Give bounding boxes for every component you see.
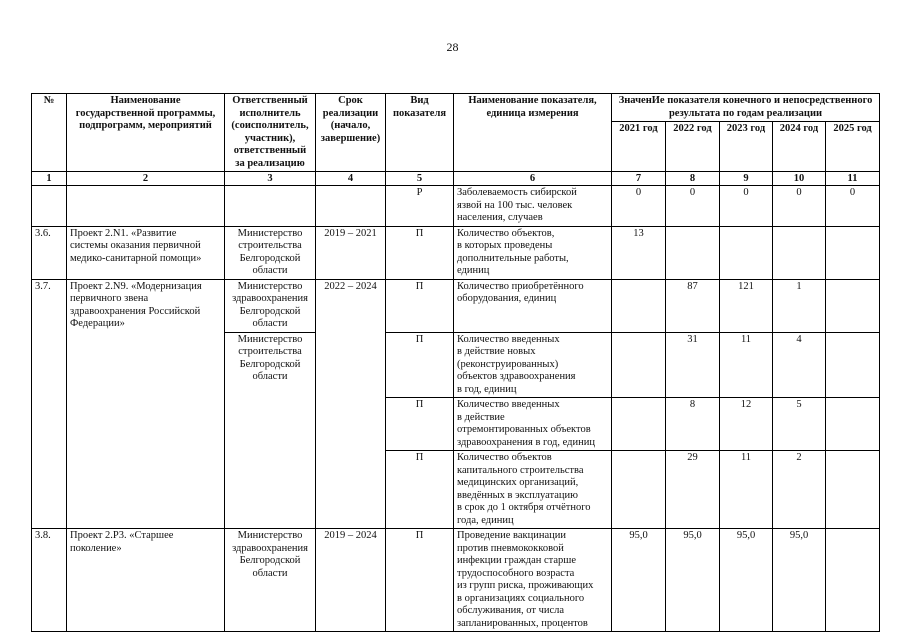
col-index-6: 6: [454, 172, 612, 186]
header-program-name: Наименование государственной программы, подпрограмм, мероприятий: [67, 94, 225, 172]
value-2022: 8: [666, 398, 720, 451]
col-index-1: 1: [32, 172, 67, 186]
header-row: [32, 94, 880, 122]
value-2021: 13: [612, 226, 666, 279]
value-2024: 2: [773, 451, 826, 529]
header-values: ЗначенИе показателя конечного и непосредственного результата по годам реализации: [612, 94, 880, 122]
header-year-2025: 2025 год: [826, 122, 880, 172]
indicator-name: Количество введенных в действие новых (реконструированных) объектов здравоохранения в год, единиц: [454, 332, 612, 398]
period: 2019 – 2021: [316, 226, 386, 279]
indicator-type: П: [386, 226, 454, 279]
indicator-type: Р: [386, 186, 454, 227]
responsible-executor: Министерство строительства Белгородской области: [225, 332, 316, 529]
header-number: №: [32, 94, 67, 172]
table-row: [32, 529, 880, 632]
page-number: 28: [446, 40, 459, 54]
col-index-4: 4: [316, 172, 386, 186]
value-2025: 0: [826, 186, 880, 227]
col-index-9: 9: [720, 172, 773, 186]
value-2024: 0: [773, 186, 826, 227]
value-2022: 95,0: [666, 529, 720, 632]
value-2024: 1: [773, 279, 826, 332]
period: 2019 – 2024: [316, 529, 386, 632]
value-2023: 11: [720, 451, 773, 529]
value-2023: 0: [720, 186, 773, 227]
period: 2022 – 2024: [316, 279, 386, 529]
table-row: [32, 186, 880, 227]
header-indicator-type: Вид показателя: [386, 94, 454, 172]
indicator-type: П: [386, 279, 454, 332]
value-2023: 121: [720, 279, 773, 332]
indicator-name: Количество приобретённого оборудования, единиц: [454, 279, 612, 332]
col-index-8: 8: [666, 172, 720, 186]
indicator-name: Количество введенных в действие отремонтированных объектов здравоохранения в год, единиц: [454, 398, 612, 451]
header-year-2022: 2022 год: [666, 122, 720, 172]
value-2024: 95,0: [773, 529, 826, 632]
responsible-executor: Министерство здравоохранения Белгородской области: [225, 529, 316, 632]
col-index-7: 7: [612, 172, 666, 186]
indicator-type: П: [386, 451, 454, 529]
indicator-type: П: [386, 398, 454, 451]
table-row: [32, 226, 880, 279]
header-period: Срок реализации (начало, завершение): [316, 94, 386, 172]
value-2021: 95,0: [612, 529, 666, 632]
value-2024: 4: [773, 332, 826, 398]
col-index-2: 2: [67, 172, 225, 186]
indicator-name: Количество объектов капитального строительства медицинских организаций, введённых в эксплуатацию в срок до 1 октября отчётного года, единиц: [454, 451, 612, 529]
value-2022: 31: [666, 332, 720, 398]
program-name: Проект 2.N1. «Развитие системы оказания первичной медико-санитарной помощи»: [67, 226, 225, 279]
header-year-2021: 2021 год: [612, 122, 666, 172]
indicator-type: П: [386, 529, 454, 632]
indicator-name: Количество объектов, в которых проведены дополнительные работы, единиц: [454, 226, 612, 279]
row-number: 3.6.: [32, 226, 67, 279]
row-number: 3.8.: [32, 529, 67, 632]
responsible-executor: Министерство здравоохранения Белгородской области: [225, 279, 316, 332]
value-2021: 0: [612, 186, 666, 227]
value-2023: 11: [720, 332, 773, 398]
indicator-name: Проведение вакцинации против пневмококковой инфекции граждан старше трудоспособного возраста из групп риска, проживающих в организациях социального обслуживания, от числа запланированных, процентов: [454, 529, 612, 632]
header-indicator-name: Наименование показателя, единица измерения: [454, 94, 612, 172]
value-2022: 29: [666, 451, 720, 529]
col-index-11: 11: [826, 172, 880, 186]
col-index-10: 10: [773, 172, 826, 186]
value-2023: 95,0: [720, 529, 773, 632]
value-2022: 0: [666, 186, 720, 227]
header-year-2023: 2023 год: [720, 122, 773, 172]
responsible-executor: Министерство строительства Белгородской области: [225, 226, 316, 279]
indicator-name: Заболеваемость сибирской язвой на 100 тыс. человек населения, случаев: [454, 186, 612, 227]
indicators-table: [31, 93, 880, 632]
header-year-2024: 2024 год: [773, 122, 826, 172]
indicator-type: П: [386, 332, 454, 398]
program-name: Проект 2.Р3. «Старшее поколение»: [67, 529, 225, 632]
table-row: [32, 279, 880, 332]
header-responsible: Ответственный исполнитель (соисполнитель, участник), ответственный за реализацию: [225, 94, 316, 172]
col-index-3: 3: [225, 172, 316, 186]
program-name: Проект 2.N9. «Модернизация первичного звена здравоохранения Российской Федерации»: [67, 279, 225, 529]
value-2022: 87: [666, 279, 720, 332]
col-index-5: 5: [386, 172, 454, 186]
value-2023: 12: [720, 398, 773, 451]
column-numbering-row: [32, 172, 880, 186]
row-number: 3.7.: [32, 279, 67, 529]
value-2024: 5: [773, 398, 826, 451]
